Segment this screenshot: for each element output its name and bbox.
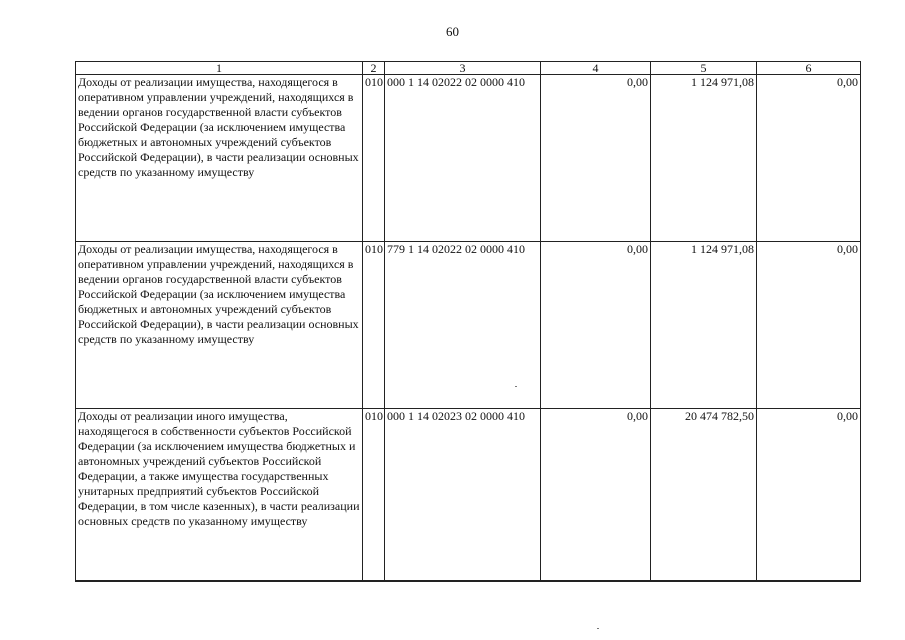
header-col-2: 2 (363, 62, 385, 75)
col4-value-cell: 0,00 (541, 75, 651, 242)
table-row (76, 409, 861, 581)
col6-value-cell: 0,00 (757, 75, 861, 242)
header-col-5: 5 (651, 62, 757, 75)
col5-value-cell: 1 124 971,08 (651, 75, 757, 242)
header-col-1: 1 (76, 62, 363, 75)
line-code-cell: 010 (363, 242, 385, 409)
col5-value-cell: 1 124 971,08 (651, 242, 757, 409)
col4-value-cell: 0,00 (541, 242, 651, 409)
col5-value-cell: 20 474 782,50 (651, 409, 757, 581)
income-name-cell: Доходы от реализации имущества, находящегося в оперативном управлении учреждений, находящихся в ведении органов государственной власти субъектов Российской Федерации (за исключением имущества бюджетных и автономных учреждений субъектов Российской Федерации), в части реализации основных средств по указанному имуществу (76, 242, 363, 409)
line-code-cell: 010 (363, 409, 385, 581)
revenue-table (75, 61, 861, 582)
table-header-row (76, 62, 861, 75)
line-code-cell: 010 (363, 75, 385, 242)
page-number: 60 (446, 24, 459, 39)
budget-code-cell: 000 1 14 02022 02 0000 410 (385, 75, 541, 242)
scan-speck (597, 628, 599, 629)
col6-value-cell: 0,00 (757, 242, 861, 409)
table-row (76, 75, 861, 242)
budget-code-cell: 000 1 14 02023 02 0000 410 (385, 409, 541, 581)
header-col-4: 4 (541, 62, 651, 75)
table-row (76, 242, 861, 409)
income-name-cell: Доходы от реализации имущества, находящегося в оперативном управлении учреждений, находящихся в ведении органов государственной власти субъектов Российской Федерации (за исключением имущества бюджетных и автономных учреждений субъектов Российской Федерации), в части реализации основных средств по указанному имуществу (76, 75, 363, 242)
col6-value-cell: 0,00 (757, 409, 861, 581)
budget-code-cell: 779 1 14 02022 02 0000 410 (385, 242, 541, 409)
scan-speck (515, 386, 517, 387)
header-col-6: 6 (757, 62, 861, 75)
header-col-3: 3 (385, 62, 541, 75)
col4-value-cell: 0,00 (541, 409, 651, 581)
income-name-cell: Доходы от реализации иного имущества, находящегося в собственности субъектов Российской Федерации (за исключением имущества бюджетных и автономных учреждений субъектов Российской Федерации, а также имущества государственных унитарных предприятий субъектов Российской Федерации, в том числе казенных), в части реализации основных средств по указанному имуществу (76, 409, 363, 581)
